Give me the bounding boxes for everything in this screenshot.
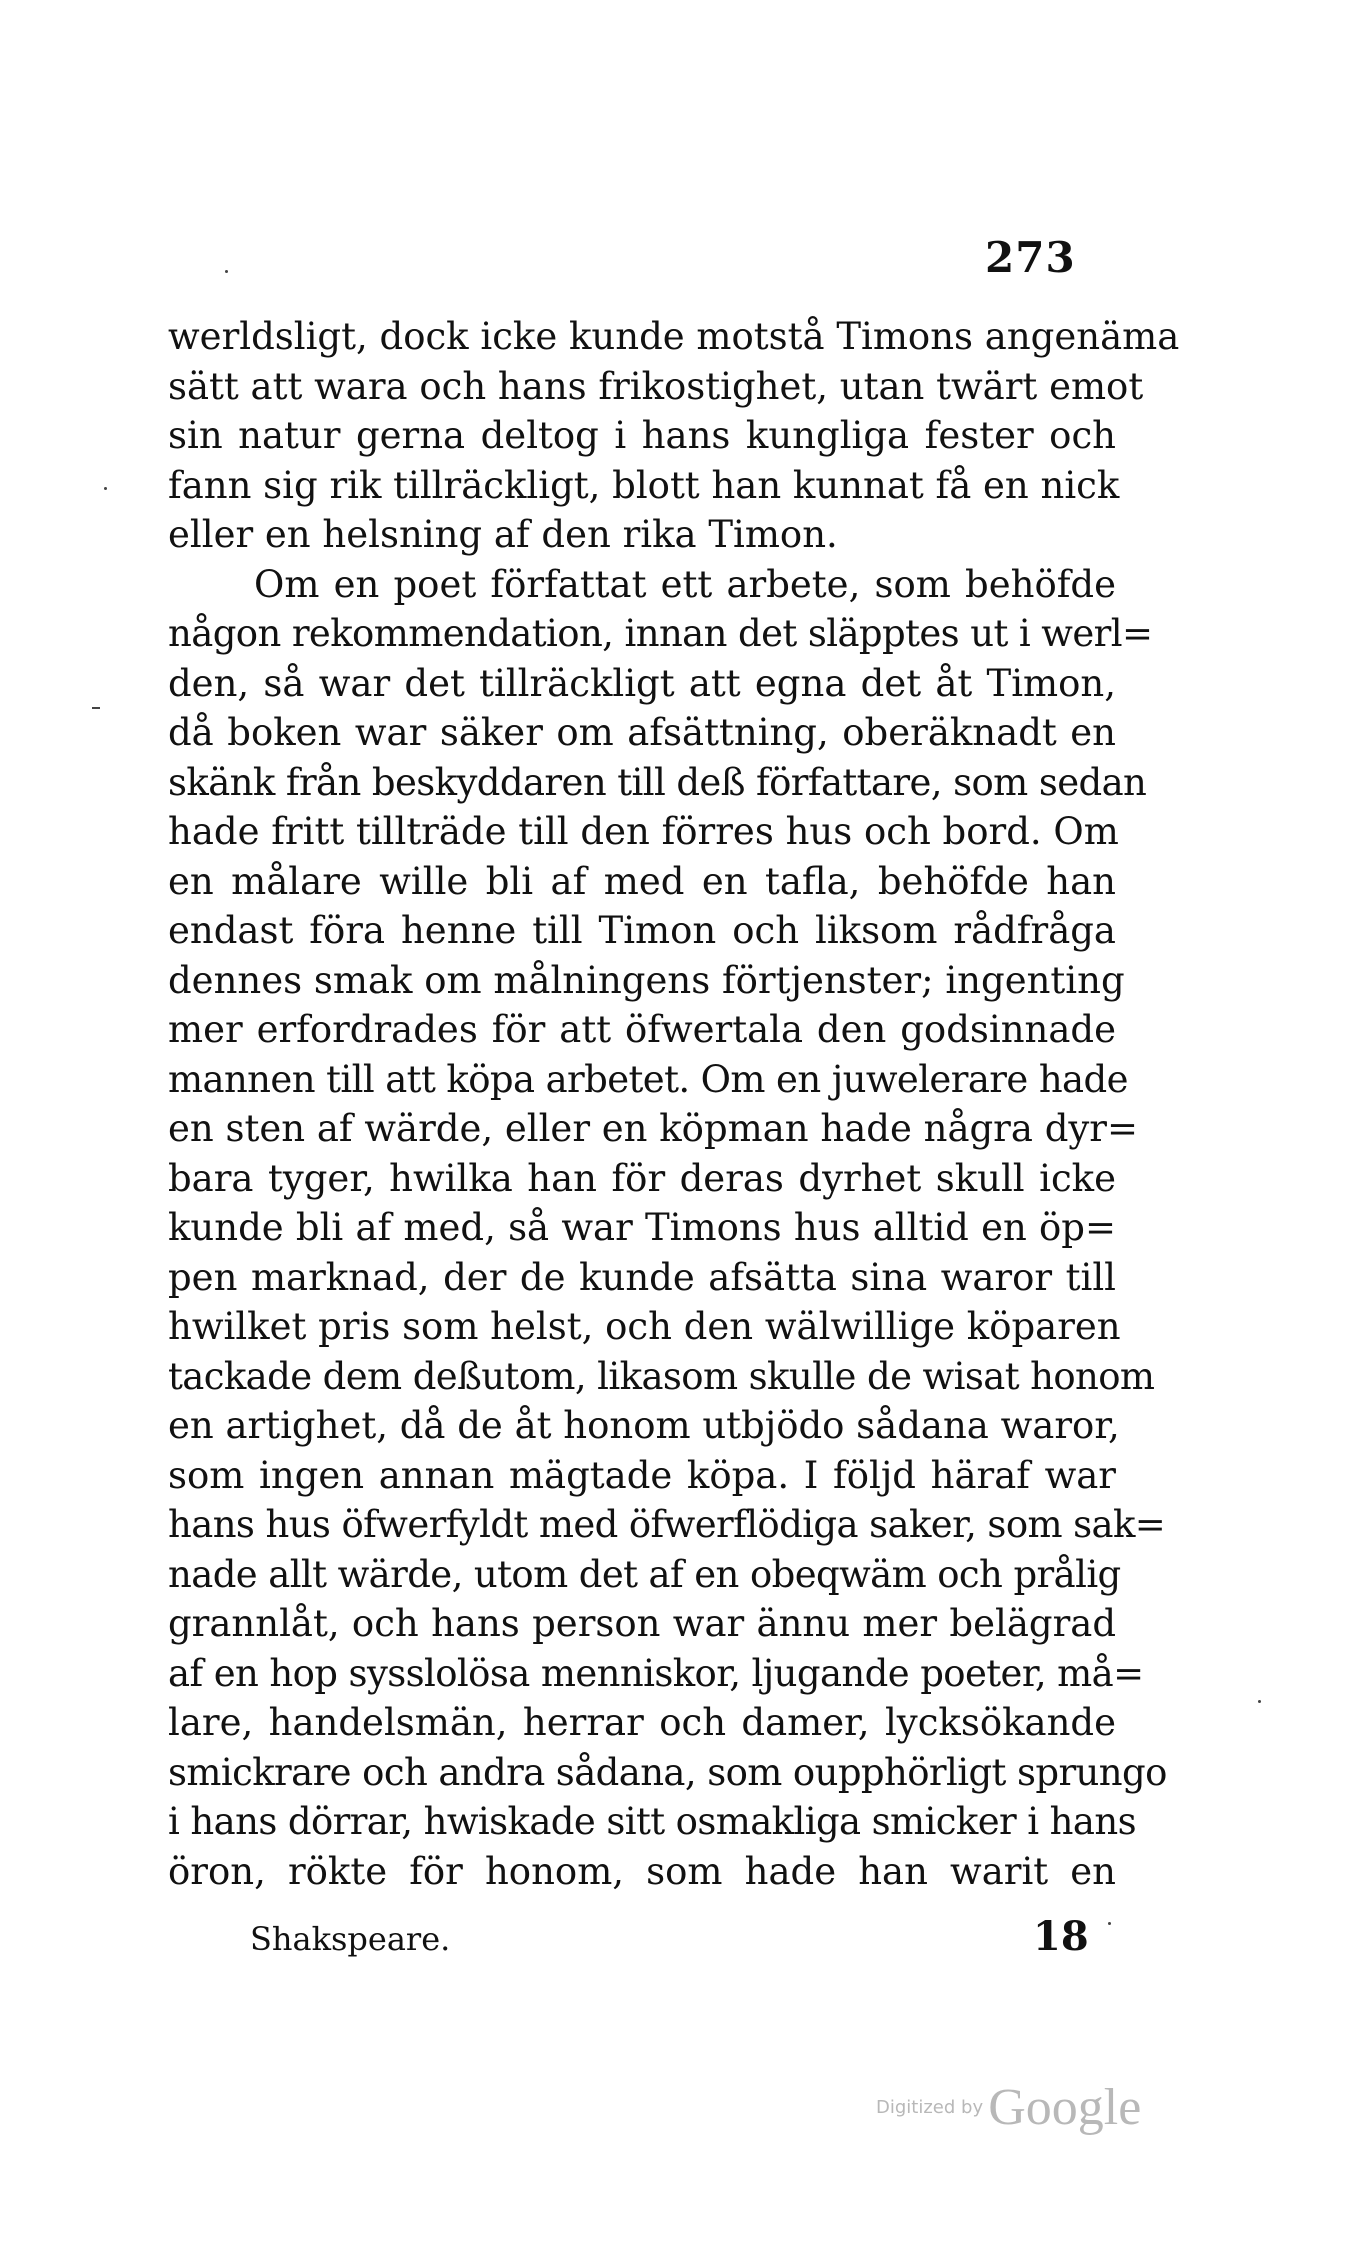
text-line: en målare wille bli af med en tafla, behöfde han bbox=[168, 859, 1116, 903]
text-line: mannen till att köpa arbetet. Om en juwelerare hade bbox=[168, 1057, 1128, 1101]
text-line: nade allt wärde, utom det af en obeqwäm och prålig bbox=[168, 1552, 1121, 1596]
footer-number: 18 bbox=[1033, 1913, 1089, 1960]
body-text bbox=[168, 312, 1180, 1896]
text-line: en artighet, då de åt honom utbjödo sådana waror, bbox=[168, 1404, 1120, 1447]
text-line: endast föra henne till Timon och liksom rådfråga bbox=[168, 909, 1116, 952]
footer-signature: Shakspeare. bbox=[250, 1920, 451, 1958]
text-line: hwilket pris som helst, och den wälwillige köparen bbox=[168, 1305, 1121, 1348]
text-line: i hans dörrar, hwiskade sitt osmakliga smicker i hans bbox=[168, 1800, 1136, 1843]
text-line: någon rekommendation, innan det släpptes ut i werl= bbox=[168, 612, 1153, 655]
digitized-by-google-watermark bbox=[876, 2078, 1141, 2137]
text-line: tackade dem deßutom, likasom skulle de wisat honom bbox=[168, 1354, 1155, 1398]
text-line: öron, rökte för honom, som hade han warit en bbox=[168, 1849, 1116, 1893]
text-line: af en hop sysslolösa menniskor, ljugande poeter, må= bbox=[168, 1651, 1144, 1695]
google-logo: Google bbox=[988, 2079, 1142, 2136]
text-line: dennes smak om målningens förtjenster; ingenting bbox=[168, 958, 1125, 1002]
text-line: hans hus öfwerfyldt med öfwerflödiga saker, som sak= bbox=[168, 1503, 1166, 1546]
text-line: sin natur gerna deltog i hans kungliga fester och bbox=[168, 414, 1116, 457]
text-line: bara tyger, hwilka han för deras dyrhet skull icke bbox=[168, 1156, 1116, 1200]
text-line: pen marknad, der de kunde afsätta sina waror till bbox=[168, 1255, 1116, 1299]
scan-speck bbox=[225, 270, 228, 273]
text-line: werldsligt, dock icke kunde motstå Timons angenäma bbox=[168, 315, 1180, 358]
scan-speck bbox=[92, 707, 100, 709]
text-line: den, så war det tillräckligt att egna det åt Timon, bbox=[168, 661, 1116, 705]
paragraph-start-line: Om en poet författat ett arbete, som behöfde bbox=[254, 562, 1116, 606]
scan-speck bbox=[104, 487, 107, 490]
watermark-prefix: Digitized by bbox=[876, 2097, 984, 2118]
text-line: skänk från beskyddaren till deß författare, som sedan bbox=[168, 760, 1147, 804]
text-line: en sten af wärde, eller en köpman hade några dyr= bbox=[168, 1107, 1138, 1150]
text-line: hade fritt tillträde till den förres hus och bord. Om bbox=[168, 810, 1119, 853]
text-line: då boken war säker om afsättning, oberäknadt en bbox=[168, 711, 1116, 754]
text-line: lare, handelsmän, herrar och damer, lycksökande bbox=[168, 1701, 1116, 1744]
text-line: kunde bli af med, så war Timons hus alltid en öp= bbox=[168, 1206, 1116, 1249]
text-line: smickrare och andra sådana, som oupphörligt sprungo bbox=[168, 1750, 1167, 1794]
scan-speck bbox=[1108, 1922, 1111, 1925]
text-line: fann sig rik tillräckligt, blott han kunnat få en nick bbox=[168, 463, 1120, 507]
text-line: som ingen annan mägtade köpa. I följd häraf war bbox=[168, 1453, 1116, 1497]
text-line: mer erfordrades för att öfwertala den godsinnade bbox=[168, 1008, 1116, 1051]
page-number: 273 bbox=[985, 233, 1076, 282]
scan-speck bbox=[1258, 1700, 1261, 1703]
text-line: sätt att wara och hans frikostighet, utan twärt emot bbox=[168, 364, 1144, 408]
text-line: eller en helsning af den rika Timon. bbox=[168, 513, 838, 556]
text-line: grannlåt, och hans person war ännu mer belägrad bbox=[168, 1602, 1116, 1645]
